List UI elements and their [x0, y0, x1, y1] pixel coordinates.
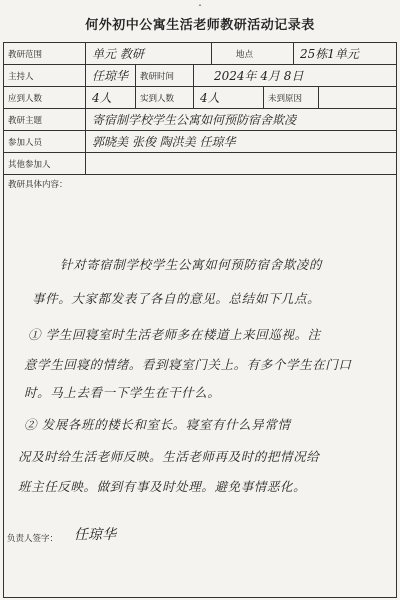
others-value[interactable] — [86, 153, 396, 174]
content-line: 事件。大家都发表了各自的意见。总结如下几点。 — [32, 291, 321, 306]
row-host-time — [4, 65, 396, 87]
row-topic — [4, 109, 396, 131]
absent-value[interactable] — [319, 87, 396, 108]
row-participants — [4, 131, 396, 153]
expected-value[interactable]: 4人 — [86, 87, 136, 108]
corner-mark: ˇ — [198, 4, 202, 13]
content-line: ① 学生回寝室时生活老师多在楼道上来回巡视。注 — [28, 327, 321, 342]
place-label: 地点 — [212, 43, 294, 64]
row-group-place — [4, 43, 396, 65]
topic-value[interactable]: 寄宿制学校学生公寓如何预防宿舍欺凌 — [92, 113, 297, 127]
signature-value[interactable]: 任琼华 — [74, 527, 116, 543]
actual-value[interactable]: 4人 — [194, 87, 264, 108]
actual-label: 实到人数 — [136, 87, 194, 108]
signature-label: 负责人签字： — [7, 534, 59, 544]
content-label: 教研具体内容： — [8, 180, 68, 190]
row-attendance — [4, 87, 396, 109]
host-value[interactable]: 任琼华 — [86, 65, 136, 86]
place-value[interactable]: 25栋1单元 — [300, 47, 359, 61]
content-line: 时。马上去看一下学生在干什么。 — [24, 385, 221, 400]
host-label: 主持人 — [4, 65, 86, 86]
content-line: 意学生回寝的情绪。看到寝室门关上。有多个学生在门口 — [24, 357, 352, 372]
content-line: 针对寄宿制学校学生公寓如何预防宿舍欺凌的 — [60, 257, 323, 272]
content-line: 班主任反映。做到有事及时处理。避免事情恶化。 — [18, 479, 307, 494]
record-form — [3, 42, 397, 598]
topic-label: 教研主题 — [4, 109, 86, 130]
expected-label: 应到人数 — [4, 87, 86, 108]
group-label: 教研范围 — [4, 43, 86, 64]
time-value[interactable]: 2024年 4月 8日 — [214, 69, 304, 83]
group-value[interactable]: 单元 教研 — [86, 43, 212, 64]
page-title: 何外初中公寓生活老师教研活动记录表 — [85, 18, 315, 33]
time-label: 教研时间 — [136, 65, 194, 86]
content-line: 况及时给生活老师反映。生活老师再及时的把情况给 — [18, 449, 320, 464]
others-label: 其他参加人 — [4, 153, 86, 174]
row-others — [4, 153, 396, 175]
absent-label: 未到原因 — [264, 87, 319, 108]
participants-label: 参加人员 — [4, 131, 86, 152]
participants-value[interactable]: 郭晓美 张俊 陶洪美 任琼华 — [92, 135, 236, 149]
content-area — [4, 175, 396, 597]
content-line: ② 发展各班的楼长和室长。寝室有什么异常情 — [24, 417, 291, 432]
